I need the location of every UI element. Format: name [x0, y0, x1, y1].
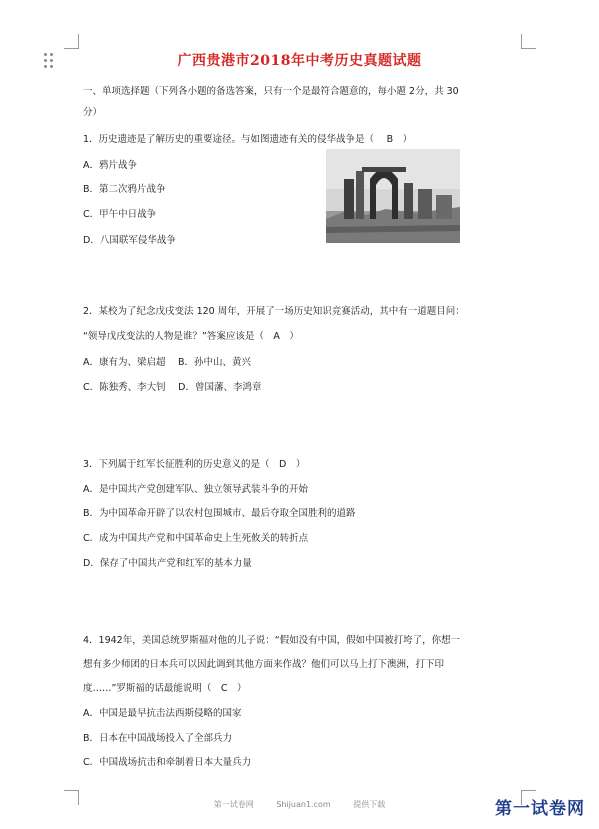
- question-2-stem-line-1: 2．某校为了纪念戊戌变法 120 周年，开展了一场历史知识竞赛活动，其中有一道题目问：: [83, 306, 465, 317]
- question-1-stem: 1．历史遗迹是了解历史的重要途径。与如图遗迹有关的侵华战争是（ B ）: [83, 134, 413, 145]
- site-logo: 第一试卷网: [495, 799, 585, 819]
- crop-mark-top-right: [521, 34, 536, 49]
- question-2-stem-line-2: “领导戊戌变法的人物是谁？”答案应该是（ A ）: [83, 331, 299, 342]
- question-4-stem-line-2: 想有多少师团的日本兵可以因此调到其他方面来作战？他们可以马上打下澳洲，打下印: [83, 659, 445, 670]
- crop-mark-top-left: [64, 34, 79, 49]
- question-3-option-d: D．保存了中国共产党和红军的基本力量: [83, 558, 252, 569]
- document-title: 广西贵港市2018年中考历史真题试题: [177, 53, 422, 69]
- question-4-option-a: A．中国是最早抗击法西斯侵略的国家: [83, 708, 242, 719]
- question-1-option-c: C．甲午中日战争: [83, 209, 157, 220]
- yuanmingyuan-ruins-image: [326, 149, 460, 243]
- question-4-option-b: B．日本在中国战场投入了全部兵力: [83, 733, 233, 744]
- question-3-option-a: A．是中国共产党创建军队、独立领导武装斗争的开始: [83, 484, 308, 495]
- question-1-option-d: D．八国联军侵华战争: [83, 235, 176, 246]
- section-header-line-2: 分）: [83, 107, 103, 118]
- question-4-option-c: C．中国战场抗击和牵制着日本大量兵力: [83, 757, 252, 768]
- question-2-options-cd: C．陈独秀、李大钊 D．曾国藩、李鸿章: [83, 382, 262, 393]
- question-1-option-a: A．鸦片战争: [83, 160, 137, 171]
- question-4-stem-line-1: 4．1942年，美国总统罗斯福对他的儿子说：“假如没有中国，假如中国被打垮了，你想一: [83, 635, 461, 646]
- question-3-option-c: C．成为中国共产党和中国革命史上生死攸关的转折点: [83, 533, 309, 544]
- footer-center-text: Shijuan1.com: [276, 800, 331, 809]
- question-3-stem: 3．下列属于红军长征胜利的历史意义的是（ D ）: [83, 459, 306, 470]
- question-4-stem-line-3: 度……”罗斯福的话最能说明（ C ）: [83, 683, 247, 694]
- section-header-line-1: 一、单项选择题（下列各小题的备选答案，只有一个是最符合题意的，每小题 2分，共 30: [83, 86, 459, 97]
- question-2-options-ab: A．康有为、梁启超 B．孙中山、黄兴: [83, 357, 252, 368]
- footer-right-text: 提供下载: [353, 800, 386, 809]
- footer-left-text: 第一试卷网: [213, 800, 254, 809]
- question-1-option-b: B．第二次鸦片战争: [83, 184, 166, 195]
- question-3-option-b: B．为中国革命开辟了以农村包围城市、最后夺取全国胜利的道路: [83, 508, 356, 519]
